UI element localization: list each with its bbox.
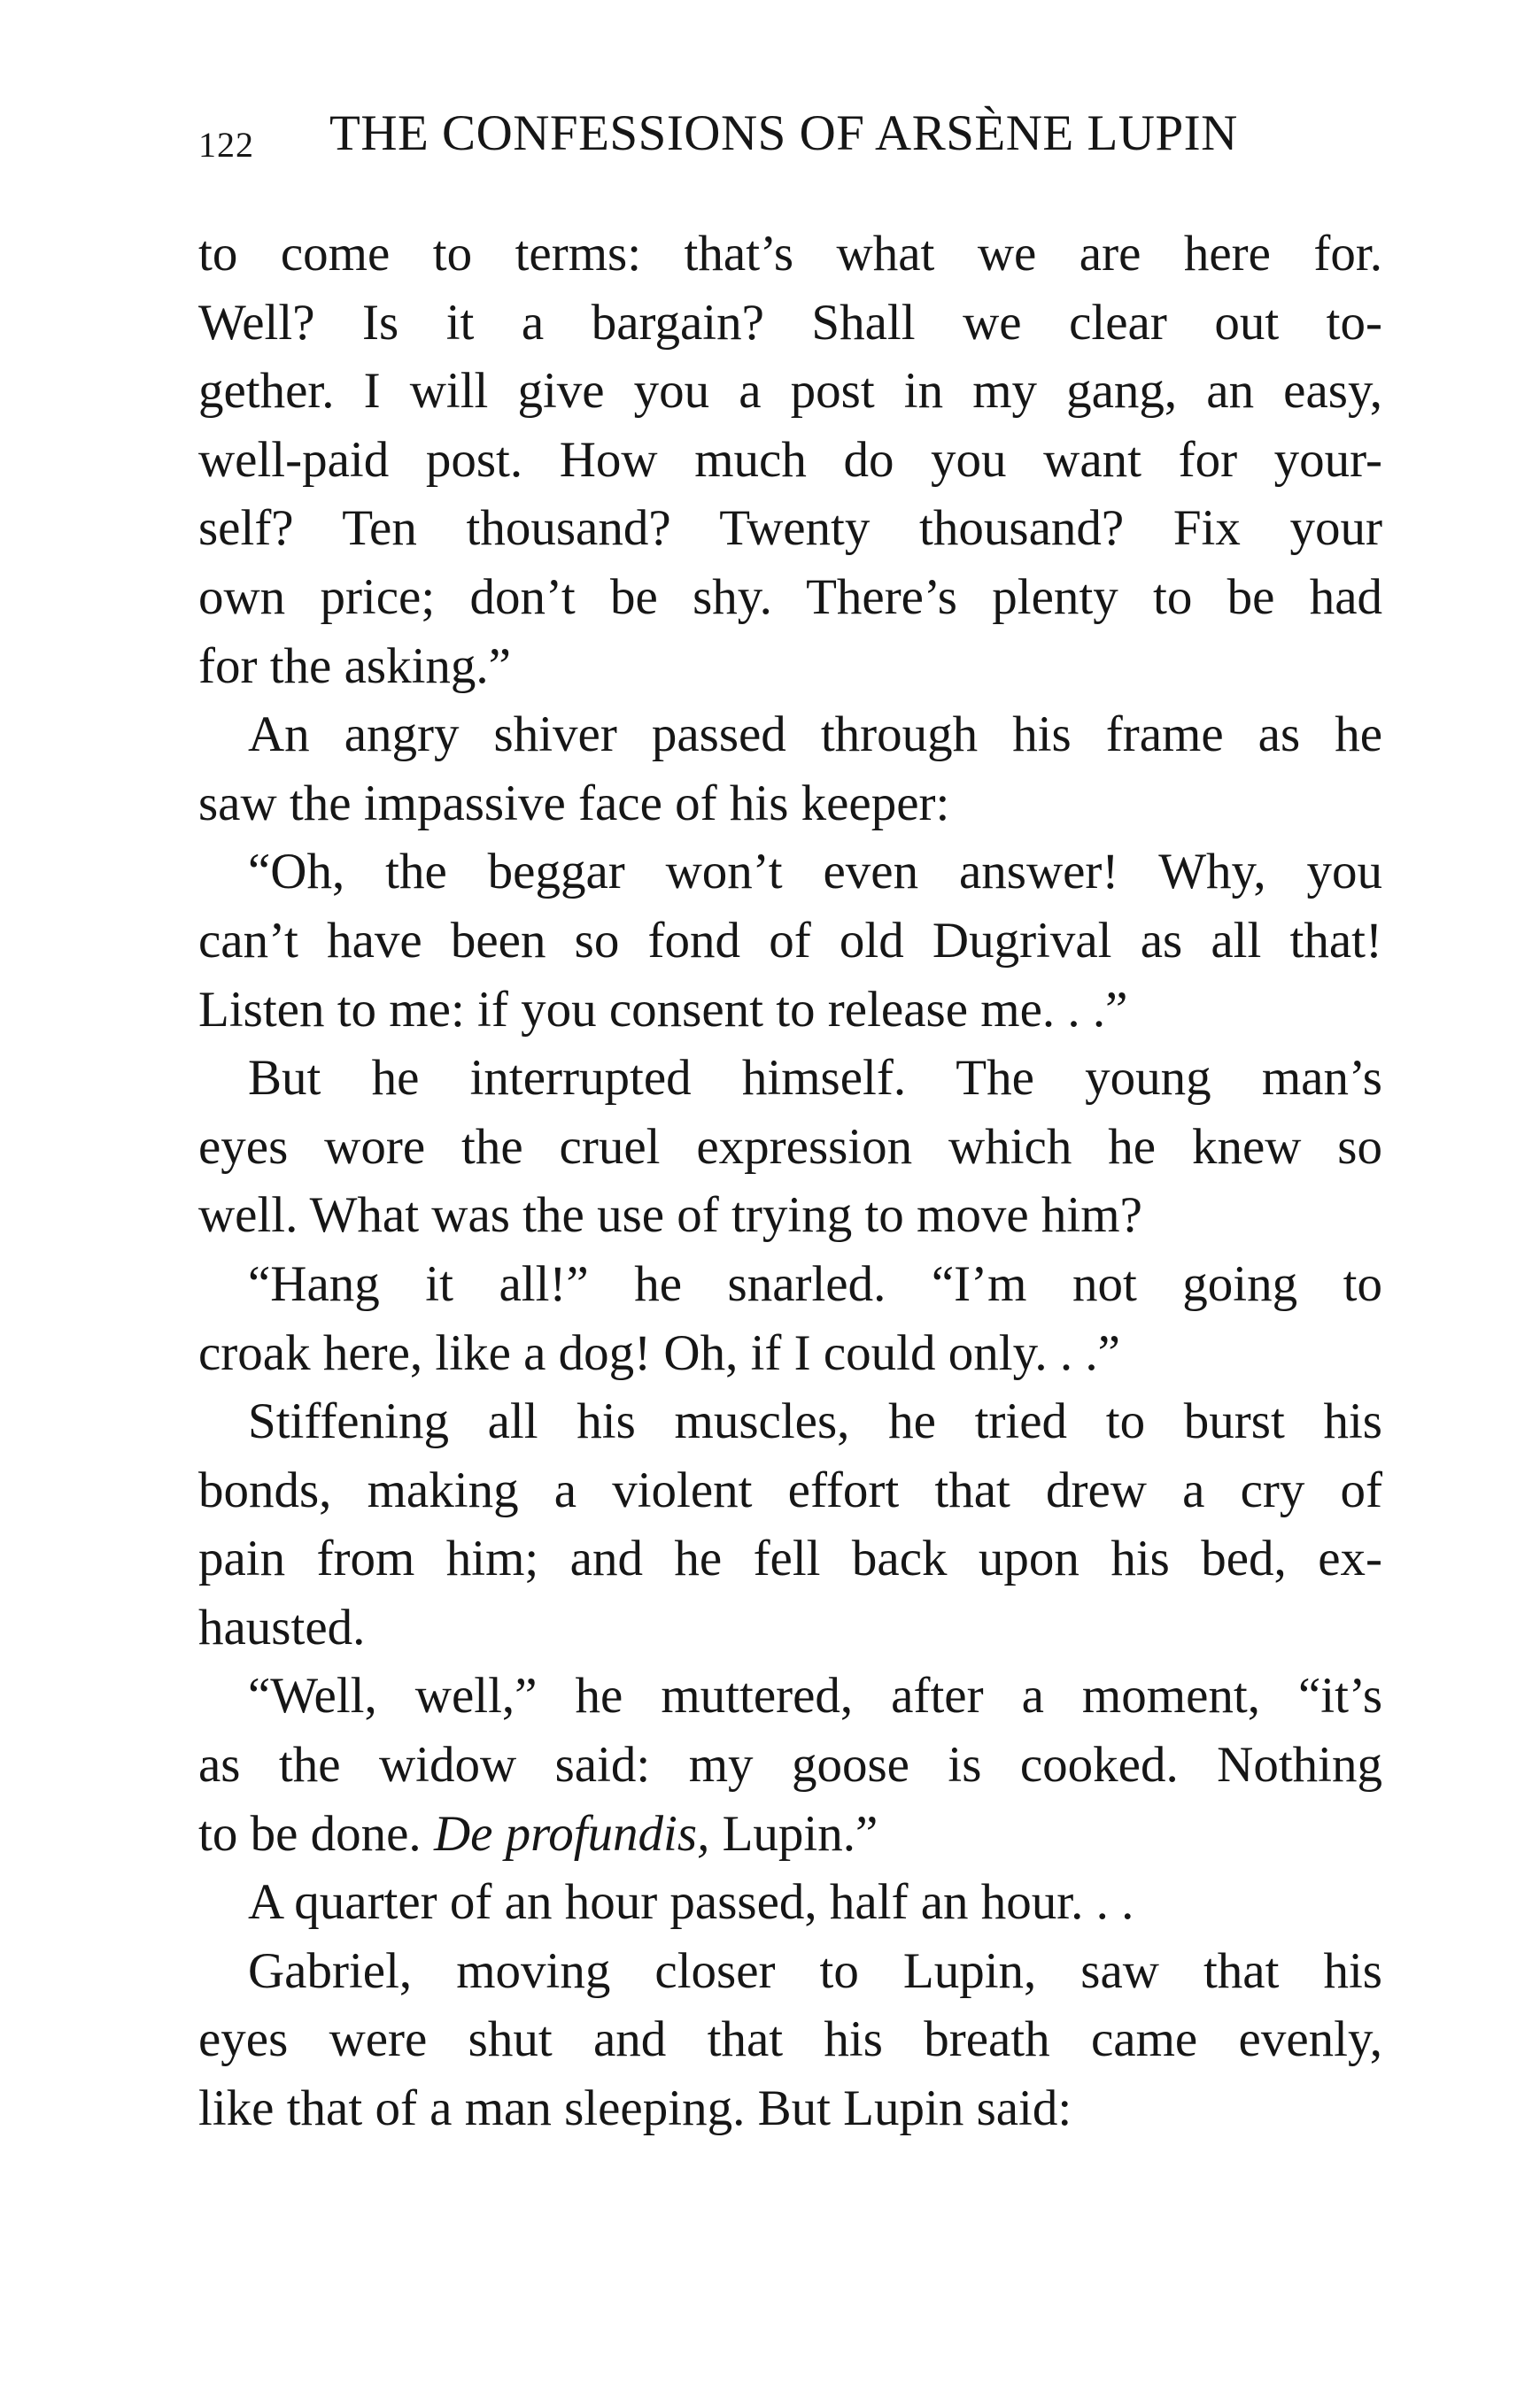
text-line: hausted. [198,1599,366,1656]
italic-phrase: De profundis, [433,1805,710,1862]
text-line: bonds, making a violent effort that drew a cry of [198,1462,1382,1518]
text-line: An angry shiver passed through his frame as he [248,706,1382,763]
text-line: well. What was the use of trying to move him? [198,1187,1142,1244]
text-line: croak here, like a dog! Oh, if I could only. . .” [198,1324,1120,1381]
text-line: can’t have been so fond of old Dugrival as all that! [198,912,1382,969]
text-line: A quarter of an hour passed, half an hour. . . [248,1874,1134,1931]
text-line [198,1800,1382,1869]
text-line: to come to terms: that’s what we are here for. [198,226,1382,282]
text-line: eyes wore the cruel expression which he knew so [198,1118,1382,1175]
text-line: Listen to me: if you consent to release me. . .” [198,981,1128,1038]
text-line: “Well, well,” he muttered, after a moment, “it’s [248,1668,1382,1725]
text-line: “Oh, the beggar won’t even answer! Why, you [248,844,1382,900]
text-line: eyes were shut and that his breath came evenly, [198,2011,1382,2068]
text-line: as the widow said: my goose is cooked. Nothing [198,1737,1382,1794]
text-line: But he interrupted himself. The young man’s [248,1050,1382,1107]
text-line: pain from him; and he fell back upon his bed, ex- [198,1531,1382,1587]
text-line: Well? Is it a bargain? Shall we clear out to- [198,294,1382,351]
text-line: “Hang it all!” he snarled. “I’m not going to [248,1255,1382,1312]
text-segment: to be done. [198,1805,434,1862]
body-text [198,220,1382,2143]
text-line: saw the impassive face of his keeper: [198,775,950,831]
text-line: Stiffening all his muscles, he tried to burst his [248,1393,1382,1450]
text-line: gether. I will give you a post in my gang, an easy, [198,363,1382,420]
page-header [198,104,1385,184]
text-segment: Lupin.” [709,1805,878,1862]
text-line: Gabriel, moving closer to Lupin, saw that his [248,1942,1382,1999]
text-line: like that of a man sleeping. But Lupin said: [198,2080,1072,2137]
running-head: THE CONFESSIONS OF ARSÈNE LUPIN [329,105,1238,161]
text-line: for the asking.” [198,637,511,694]
text-line: well-paid post. How much do you want for your- [198,431,1382,488]
text-line: self? Ten thousand? Twenty thousand? Fix your [198,500,1382,557]
page-number: 122 [198,125,254,165]
text-line: own price; don’t be shy. There’s plenty to be had [198,568,1382,625]
